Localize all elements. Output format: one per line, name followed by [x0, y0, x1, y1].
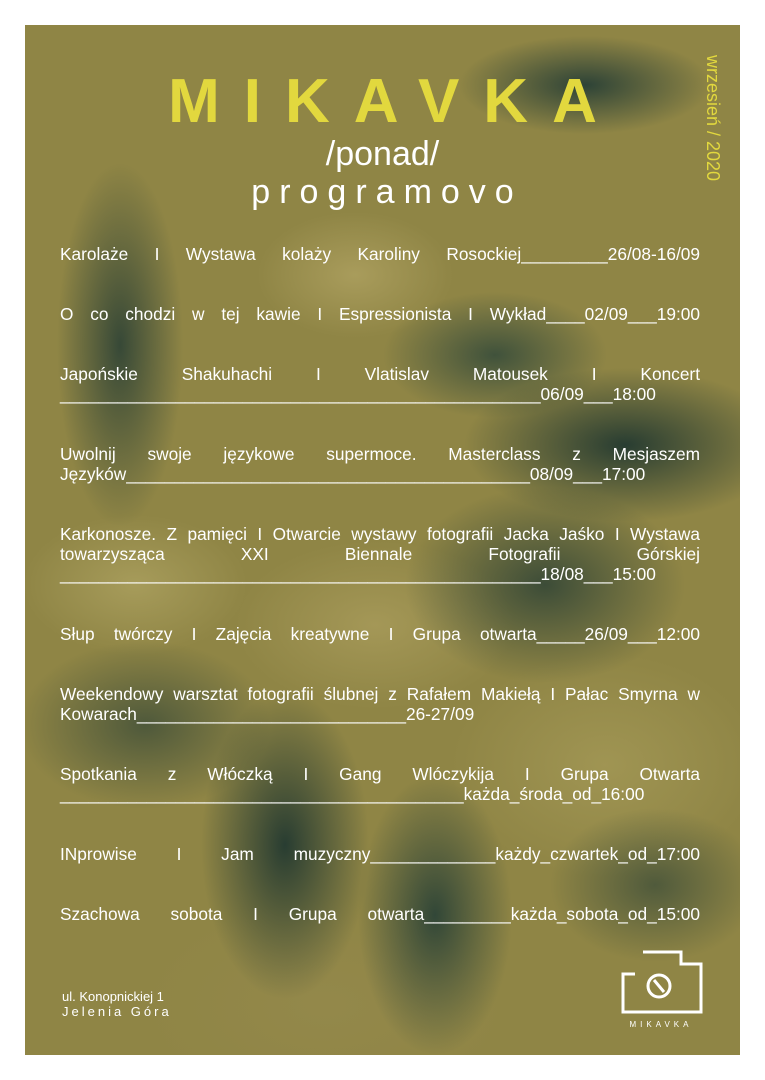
event-text: O co chodzi w tej kawie I Espressionista I Wykład____02/09___19:00 [60, 304, 700, 324]
logo-text: MIKAVKA [629, 1020, 693, 1029]
address-street: ul. Konopnickiej 1 [62, 989, 164, 1004]
subtitle-program: programovo [251, 173, 523, 211]
event-text: Spotkania z Włóczką I Gang Wlóczykija I Grupa Otwarta __________________________________________każda_środa_od_16:00 [60, 764, 700, 804]
event-item [60, 764, 700, 804]
event-item [60, 244, 700, 264]
event-text: Weekendowy warsztat fotografii ślubnej z Rafałem Makiełą I Pałac Smyrna w Kowarach____________________________26-27/09 [60, 684, 700, 724]
address-city: Jelenia Góra [62, 1004, 172, 1019]
month-label: wrzesień / 2020 [703, 55, 723, 182]
event-text: Uwolnij swoje językowe supermoce. Masterclass z Mesjaszem Języków__________________________________________08/09___17:00 [60, 444, 700, 484]
event-item [60, 844, 700, 864]
page-title: MIKAVKA [168, 67, 621, 136]
event-item [60, 624, 700, 644]
event-text: Szachowa sobota I Grupa otwarta_________każda_sobota_od_15:00 [60, 904, 700, 924]
event-item [60, 684, 700, 724]
event-item [60, 304, 700, 324]
event-text: Słup twórczy I Zajęcia kreatywne I Grupa otwarta_____26/09___12:00 [60, 624, 700, 644]
event-text: INprowise I Jam muzyczny_____________każdy_czwartek_od_17:00 [60, 844, 700, 864]
subtitle: /ponad/ [325, 135, 440, 173]
address [62, 989, 172, 1019]
event-item [60, 444, 700, 484]
camera-icon [621, 950, 703, 1030]
event-text: Japońskie Shakuhachi I Vlatislav Matousek I Koncert __________________________________________________06/09___18:00 [60, 364, 700, 404]
event-text: Karkonosze. Z pamięci I Otwarcie wystawy fotografii Jacka Jaśko I Wystawa towarzysząca XXI Biennale Fotografii Górskiej __________________________________________________18/08___15:00 [60, 524, 700, 584]
event-item [60, 524, 700, 584]
event-item [60, 904, 700, 924]
event-item [60, 364, 700, 404]
event-text: Karolaże I Wystawa kolaży Karoliny Rosockiej_________26/08-16/09 [60, 244, 700, 264]
